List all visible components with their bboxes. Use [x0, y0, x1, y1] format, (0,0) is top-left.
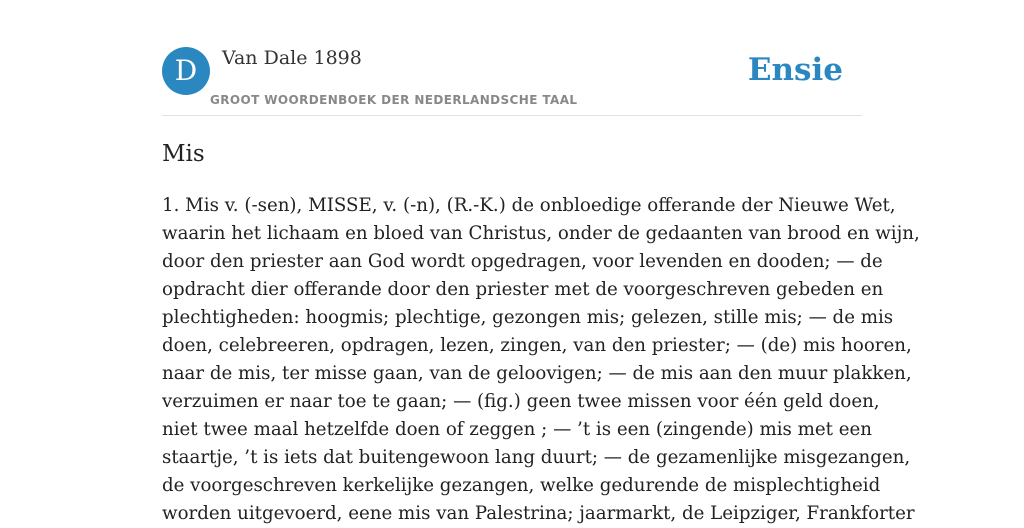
ensie-brand-logo[interactable]: Ensie	[747, 52, 843, 88]
definition-line: door den priester aan God wordt opgedragen, voor levenden en dooden; — de	[162, 251, 883, 272]
definition-line: verzuimen er naar toe te gaan; — (fig.) geen twee missen voor één geld doen,	[162, 391, 880, 412]
definition-line: waarin het lichaam en bloed van Christus, onder de gedaanten van brood en wijn,	[162, 223, 920, 244]
definition-line: niet twee maal hetzelfde doen of zeggen ; — ’t is een (zingende) mis met een	[162, 419, 872, 440]
entry-definition	[162, 192, 920, 528]
definition-line: plechtigheden: hoogmis; plechtige, gezongen mis; gelezen, stille mis; — de mis	[162, 307, 894, 328]
dictionary-logo[interactable]: D	[162, 47, 210, 95]
definition-line: worden uitgevoerd, eene mis van Palestrina; jaarmarkt, de Leipziger, Frankforter	[162, 503, 915, 524]
entry-title: Mis	[162, 141, 205, 167]
definition-line: naar de mis, ter misse gaan, van de geloovigen; — de mis aan den muur plakken,	[162, 363, 912, 384]
dictionary-header	[162, 46, 862, 116]
definition-line: opdracht dier offerande door den priester met de voorgeschreven gebeden en	[162, 279, 884, 300]
dictionary-title-link[interactable]: Van Dale 1898	[222, 47, 362, 69]
definition-line: doen, celebreeren, opdragen, lezen, zingen, van den priester; — (de) mis hooren,	[162, 335, 912, 356]
definition-line: de voorgeschreven kerkelijke gezangen, welke gedurende de misplechtigheid	[162, 475, 881, 496]
definition-line: staartje, ’t is iets dat buitengewoon lang duurt; — de gezamenlijke misgezangen,	[162, 447, 911, 468]
definition-line: 1. Mis v. (-sen), MISSE, v. (-n), (R.-K.) de onbloedige offerande der Nieuwe Wet,	[162, 195, 896, 216]
dictionary-subtitle: GROOT WOORDENBOEK DER NEDERLANDSCHE TAAL	[210, 93, 578, 107]
